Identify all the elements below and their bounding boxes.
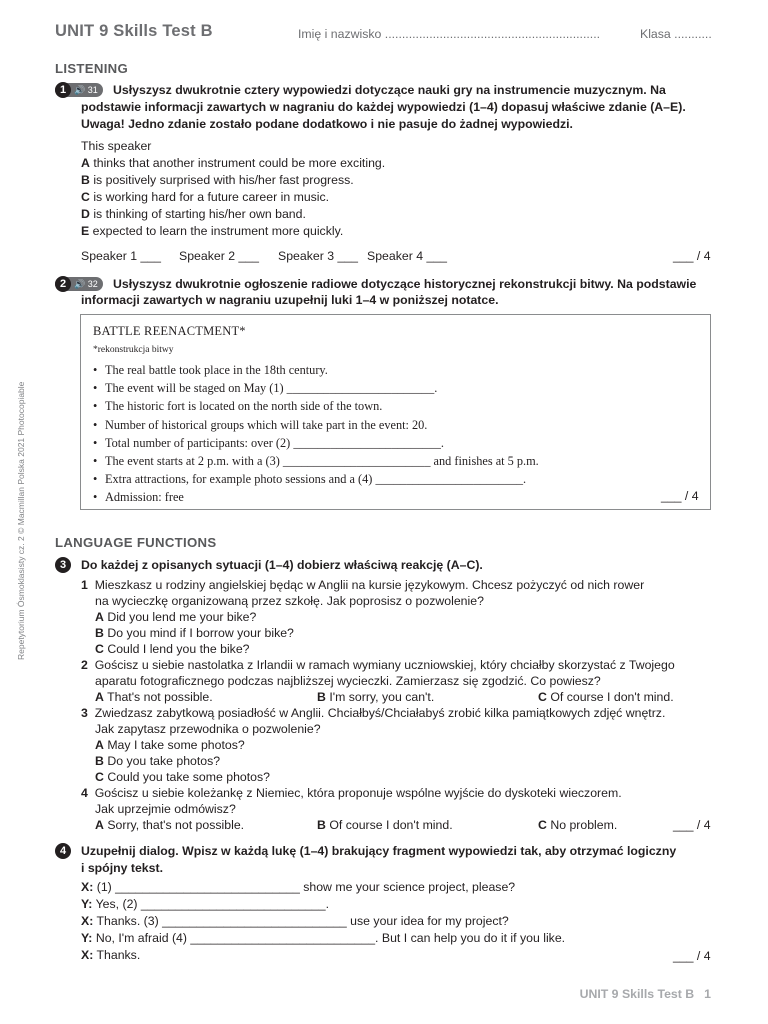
option-c[interactable]: C Could you take some photos?: [95, 770, 271, 784]
exercise-3-instruction: Do każdej z opisanych sytuacji (1–4) dobierz właściwą reakcję (A–C).: [81, 558, 483, 572]
dialog-line-3[interactable]: X: Thanks. (3) ___________________________ use your idea for my project?: [81, 914, 509, 928]
option-a[interactable]: A May I take some photos?: [95, 738, 245, 752]
option-a[interactable]: A Did you lend me your bike?: [95, 610, 257, 624]
exercise-1-score[interactable]: ___ / 4: [673, 249, 711, 263]
dialog: [81, 879, 721, 964]
option-b[interactable]: B I'm sorry, you can't.: [317, 690, 435, 704]
option-a[interactable]: A That's not possible.: [95, 690, 213, 704]
option-c: C is working hard for a future career in music.: [81, 190, 330, 204]
track-number: 32: [87, 279, 98, 289]
note-bullet: • The historic fort is located on the north side of the town.: [93, 397, 539, 415]
exercise-1-badge: [55, 83, 103, 97]
option-d: D is thinking of starting his/her own band.: [81, 207, 306, 221]
dialog-line-5: X: Thanks.: [81, 948, 141, 962]
track-number: 31: [87, 85, 98, 95]
audio-track: [71, 85, 103, 95]
note-bullets: [93, 361, 539, 507]
instruction-line: Usłyszysz dwukrotnie ogłoszenie radiowe dotyczące historycznej rekonstrukcji bitwy. Na podstawie: [113, 277, 697, 291]
exercise-2-score[interactable]: ___ / 4: [661, 489, 699, 503]
situation-3: 3 Zwiedzasz zabytkową posiadłość w Anglii. Chciałbyś/Chciałabyś zrobić kilka pamiątkowych zdjęć wnętrz. Jak zapytasz przewodnika o pozwolenie? A May I take some photos? B Do you take photos? C Could you take some photos?: [81, 705, 721, 785]
footer: [580, 986, 711, 1002]
dialog-line-1[interactable]: X: (1) ___________________________ show me your science project, please?: [81, 880, 516, 894]
exercise-3-number: 3: [55, 557, 71, 573]
name-field[interactable]: Imię i nazwisko ...............................................................: [298, 27, 601, 41]
exercise-4-instruction: [81, 843, 721, 877]
option-b[interactable]: B Do you take photos?: [95, 754, 221, 768]
situation-2: 2 Gościsz u siebie nastolatka z Irlandii w ramach wymiany uczniowskiej, który chciałby skorzystać z Twojego aparatu fotograficznego podczas najbliższej wycieczki. Zamierzasz się zgodzić. Co powiesz? A That's not possible. B I'm sorry, you can't. C Of course I don't mind.: [81, 658, 675, 704]
exercise-3-score[interactable]: ___ / 4: [673, 818, 711, 832]
option-b[interactable]: B Do you mind if I borrow your bike?: [95, 626, 294, 640]
exercise-1-options: [81, 155, 385, 240]
exercise-number: 2: [55, 276, 71, 292]
exercise-1-instruction-cont: [81, 99, 721, 133]
option-a: A thinks that another instrument could be more exciting.: [81, 156, 386, 170]
option-b[interactable]: B Of course I don't mind.: [317, 818, 453, 832]
note-bullet-gap-2[interactable]: • Total number of participants: over (2) ________________________.: [93, 434, 539, 452]
exercise-3-items: [81, 577, 721, 833]
page-title: UNIT 9 Skills Test B: [55, 22, 213, 40]
option-c[interactable]: C Could I lend you the bike?: [95, 642, 250, 656]
speaker-2-answer[interactable]: Speaker 2 ___: [179, 249, 259, 263]
page-number: 1: [704, 987, 711, 1001]
footer-title: UNIT 9 Skills Test B: [579, 987, 695, 1001]
situation-1: 1 Mieszkasz u rodziny angielskiej będąc w Anglii na kursie językowym. Chcesz pożyczyć od nich rower na wycieczkę organizowaną przez szkołę. Jak poprosisz o pozwolenie? A Did you lend me your bike? B Do you mind if I borrow your bike? C Could I lend you the bike?: [81, 577, 721, 657]
dialog-line-4[interactable]: Y: No, I'm afraid (4) ___________________________. But I can help you do it if you like.: [81, 931, 566, 945]
instruction-line: podstawie informacji zawartych w nagraniu do każdej wypowiedzi (1–4) dopasuj właściwe zdanie (A–E).: [81, 100, 686, 114]
section-heading-listening: LISTENING: [55, 61, 129, 76]
instruction-line: Uzupełnij dialog. Wpisz w każdą lukę (1–4) brakujący fragment wypowiedzi tak, aby otrzymać logiczny: [81, 844, 677, 858]
instruction-line: Usłyszysz dwukrotnie cztery wypowiedzi dotyczące nauki gry na instrumencie muzycznym. Na: [113, 83, 666, 97]
note-title: BATTLE REENACTMENT*: [93, 324, 246, 338]
speaker-1-answer[interactable]: Speaker 1 ___: [81, 249, 161, 263]
option-a[interactable]: A Sorry, that's not possible.: [95, 818, 245, 832]
instruction-line: informacji zawartych w nagraniu uzupełnij luki 1–4 w poniższej notatce.: [81, 293, 499, 307]
instruction-line: i spójny tekst.: [81, 861, 164, 875]
note-bullet-gap-1[interactable]: • The event will be staged on May (1) ________________________.: [93, 379, 539, 397]
note-bullet-gap-4[interactable]: • Extra attractions, for example photo sessions and a (4) ________________________.: [93, 470, 539, 488]
speaker-3-answer[interactable]: Speaker 3 ___: [278, 249, 358, 263]
situation-4: 4 Gościsz u siebie koleżankę z Niemiec, która proponuje wspólne wyjście do dyskoteki wieczorem. Jak uprzejmie odmówisz? A Sorry, that's not possible. B Of course I don't mind. C No problem. ___ / 4: [81, 786, 711, 832]
option-c[interactable]: C Of course I don't mind.: [538, 690, 674, 704]
exercise-1-lead: This speaker: [81, 139, 152, 153]
option-b: B is positively surprised with his/her fast progress.: [81, 173, 354, 187]
exercise-2-instruction: [113, 276, 723, 293]
section-heading-language-functions: LANGUAGE FUNCTIONS: [55, 535, 217, 550]
speaker-4-answer[interactable]: Speaker 4 ___: [367, 249, 447, 263]
instruction-line: Uwaga! Jedno zdanie zostało podane dodatkowo i nie pasuje do żadnej wypowiedzi.: [81, 117, 573, 131]
dialog-line-2[interactable]: Y: Yes, (2) ___________________________.: [81, 897, 330, 911]
exercise-number: 1: [55, 82, 71, 98]
option-c[interactable]: C No problem.: [538, 818, 618, 832]
notes-box: [80, 314, 711, 510]
note-bullet: • Admission: free: [93, 488, 539, 506]
exercise-4-score[interactable]: ___ / 4: [673, 949, 711, 963]
exercise-2-badge: [55, 277, 103, 291]
option-e: E expected to learn the instrument more quickly.: [81, 224, 344, 238]
exercise-1-instruction: [113, 82, 723, 99]
note-subtitle: *rekonstrukcja bitwy: [93, 345, 174, 355]
audio-track: [71, 279, 103, 289]
class-field[interactable]: Klasa ...........: [640, 27, 712, 41]
speaker-icon: 🔊: [74, 279, 86, 289]
exercise-2-instruction-cont: [81, 292, 721, 309]
copyright-sidebar: Repetytorium Ósmoklasisty cz. 2 © Macmillan Polska 2021 Photocopiable: [16, 381, 26, 660]
note-bullet-gap-3[interactable]: • The event starts at 2 p.m. with a (3) ________________________ and finishes at 5 p.m.: [93, 452, 539, 470]
exercise-4-number: 4: [55, 843, 71, 859]
speaker-icon: 🔊: [74, 85, 86, 95]
note-bullet: • The real battle took place in the 18th century.: [93, 361, 539, 379]
note-bullet: • Number of historical groups which will take part in the event: 20.: [93, 416, 539, 434]
